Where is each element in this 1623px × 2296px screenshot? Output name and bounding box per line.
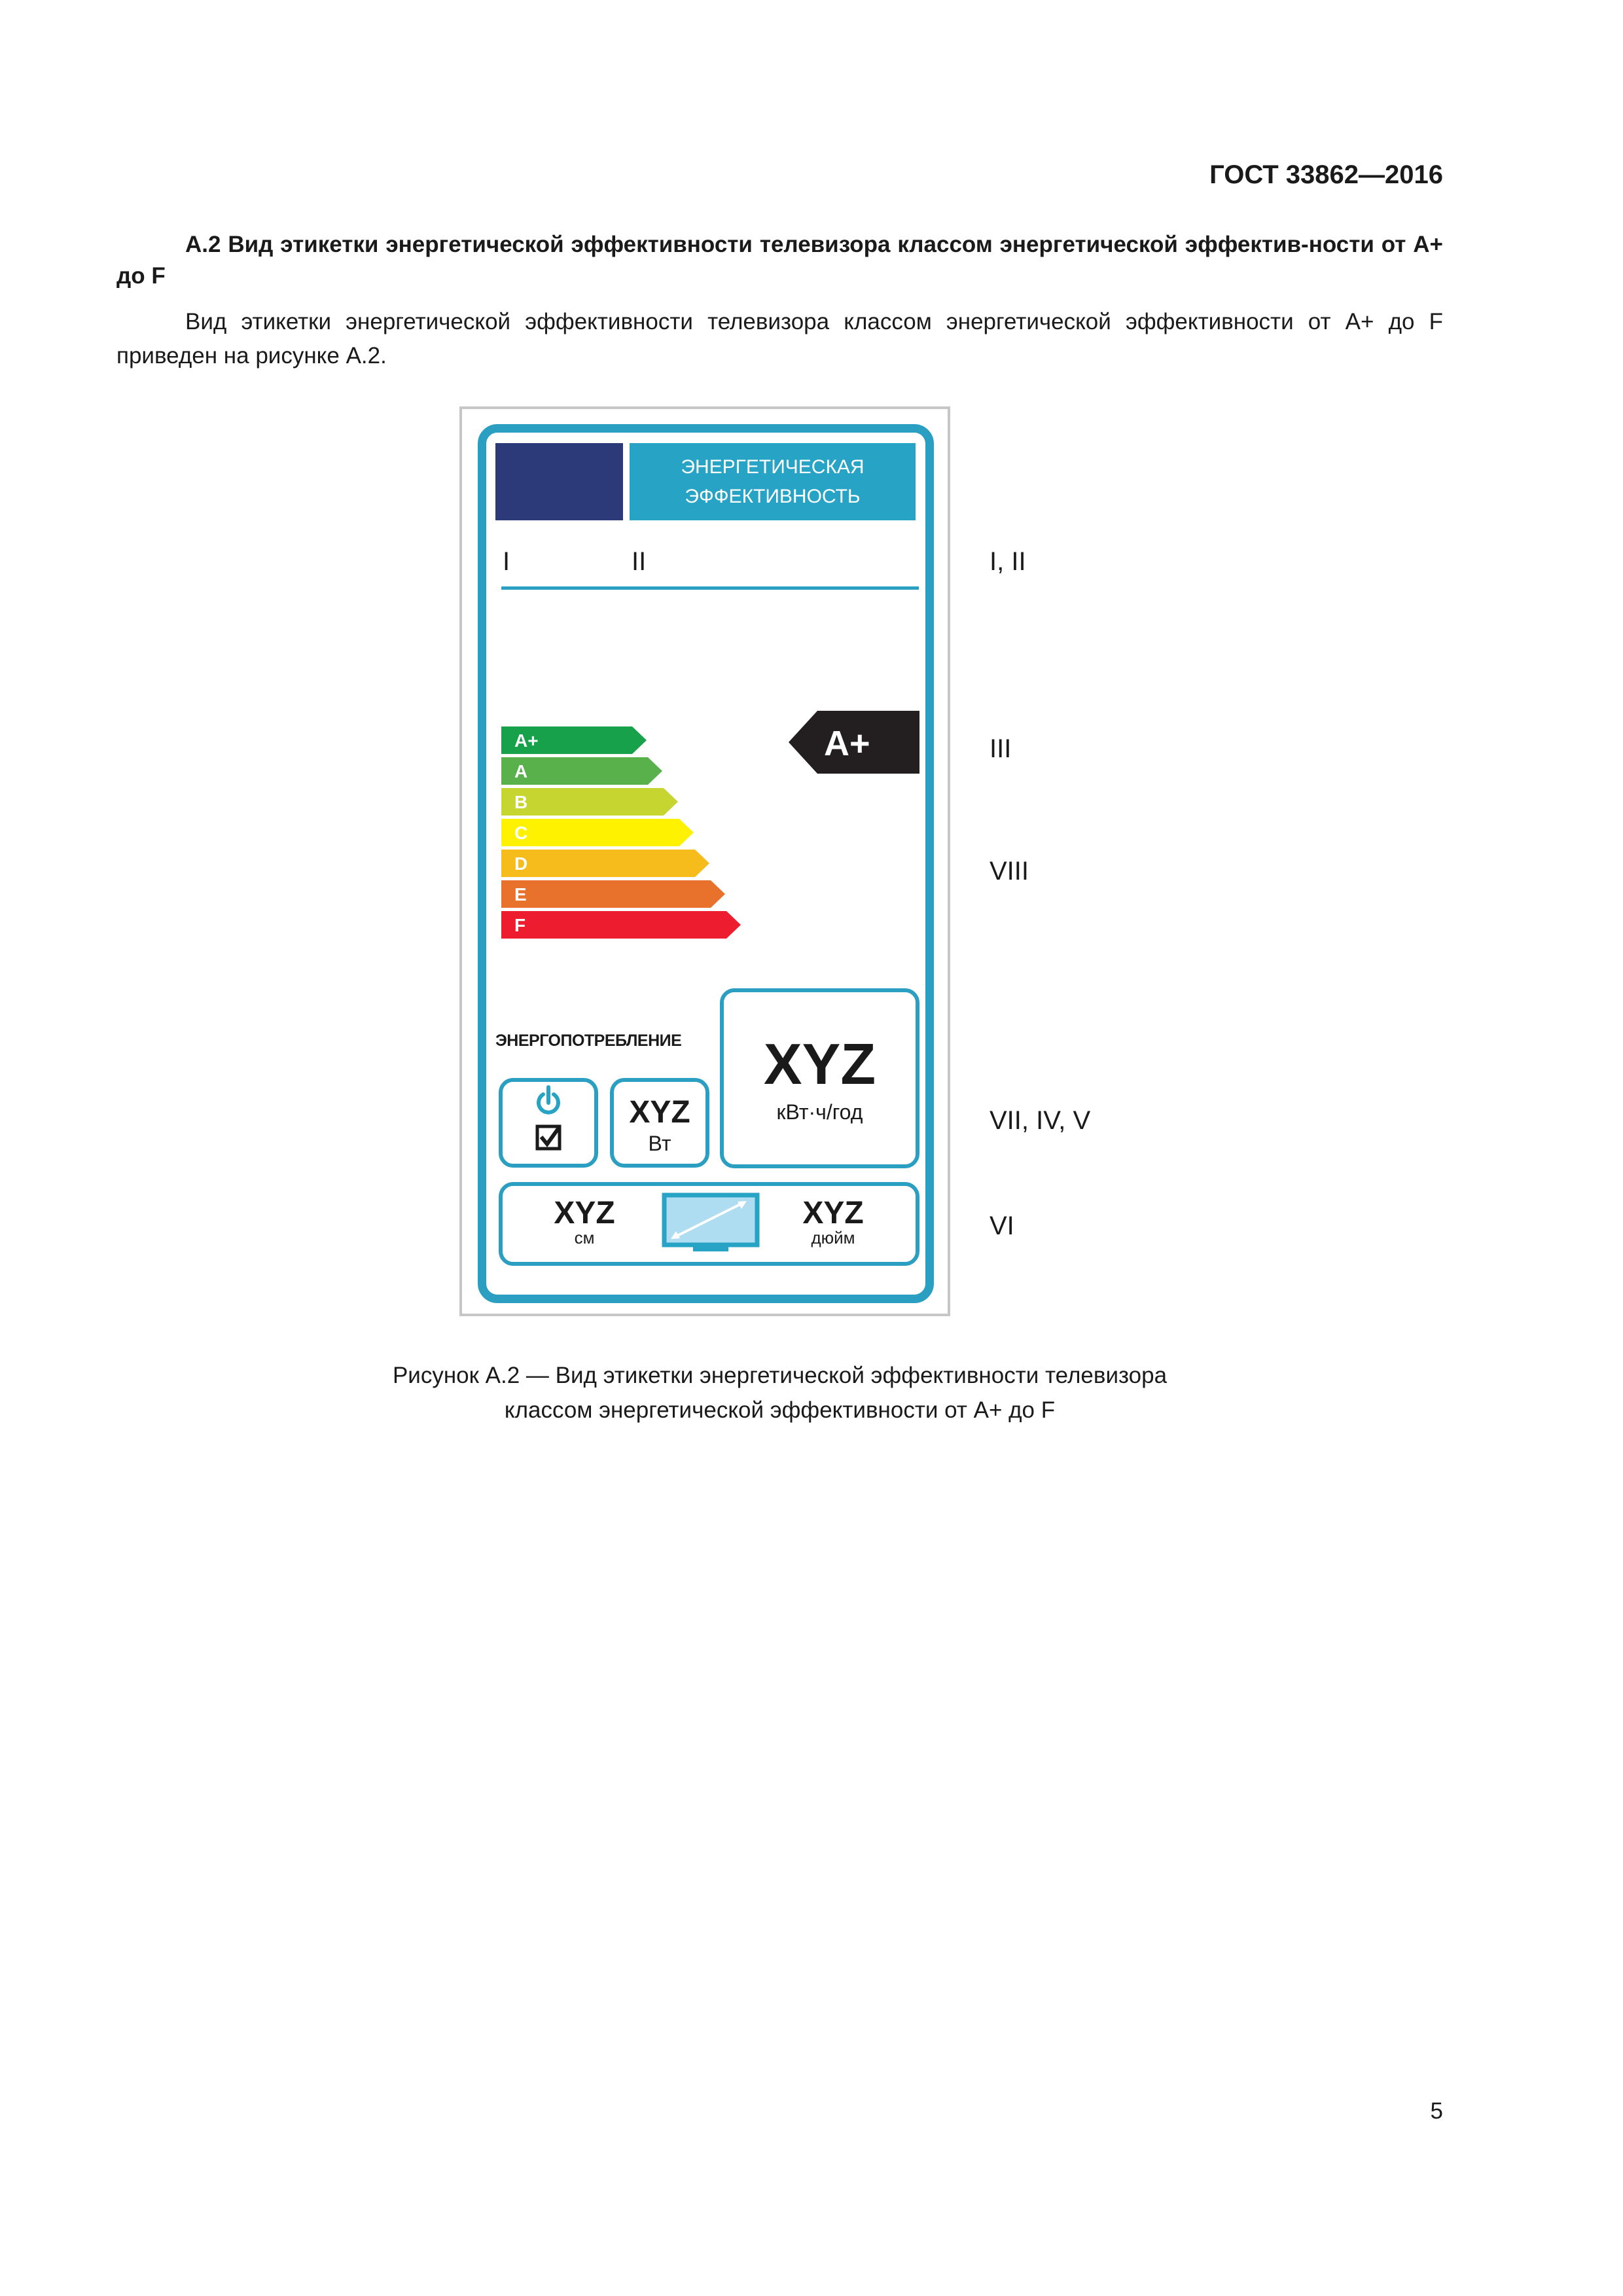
efficiency-bar-label: D [514,853,528,874]
model-mark-ii: II [632,547,647,576]
efficiency-scale [501,726,763,949]
efficiency-bar-label: B [514,792,528,812]
efficiency-bar-label: A [514,761,528,781]
screen-size-box [499,1182,919,1266]
checkbox-icon [537,1126,560,1149]
screen-size-inch [787,1198,879,1246]
screen-size-cm-value: XYZ [554,1196,615,1230]
efficiency-bar-label: C [514,823,528,843]
on-mode-power-value: XYZ [629,1095,690,1130]
label-title-line1: ЭНЕРГЕТИЧЕСКАЯ [681,456,865,478]
screen-size-inch-value: XYZ [802,1196,864,1230]
page-number: 5 [1430,2098,1443,2124]
on-mode-power-unit: Вт [648,1132,671,1155]
side-label-viii: VIII [990,857,1029,886]
side-label-vii-iv-v: VII, IV, V [990,1106,1091,1135]
side-label-i-ii: I, II [990,547,1026,576]
annual-consumption-box [720,988,919,1168]
efficiency-bar-f [501,911,741,939]
annual-consumption-value: XYZ [763,1031,876,1096]
logo-placeholder [495,443,623,520]
power-icon [539,1087,558,1113]
consumption-label: ЭНЕРГОПОТРЕБЛЕНИЕ [495,1031,682,1050]
supplier-mark-i: I [503,547,510,576]
tv-screen-icon [662,1193,760,1258]
screen-size-cm [539,1198,630,1246]
efficiency-bar-b [501,788,678,816]
side-label-vi: VI [990,1211,1014,1240]
body-paragraph: Вид этикетки энергетической эффективности телевизора классом энергетической эффективности от А+ до F приведен на рисунке А.2. [116,309,1443,368]
label-title [630,443,916,520]
side-label-iii: III [990,734,1012,763]
efficiency-bar-label: F [514,915,526,935]
figure-caption-line2: классом энергетической эффективности от А+ до F [504,1397,1056,1423]
annual-consumption-unit: кВт·ч/год [776,1100,863,1124]
efficiency-bar-d [501,850,709,877]
screen-size-inch-unit: дюйм [811,1228,855,1247]
efficiency-bar-e [501,880,725,908]
class-indicator [789,711,919,774]
section-heading: А.2 Вид этикетки энергетической эффективности телевизора классом энергетической эффектив-ности от A+ до F [116,232,1443,289]
document-id: ГОСТ 33862—2016 [1209,160,1443,189]
class-indicator-text: A+ [824,724,870,763]
efficiency-bar-c [501,819,694,846]
label-title-line2: ЭФФЕКТИВНОСТЬ [685,486,861,507]
figure-caption [116,1358,1443,1427]
standby-icons [503,1082,594,1164]
on-mode-power-box [610,1078,709,1168]
screen-size-cm-unit: см [574,1228,595,1247]
efficiency-bar-label: A+ [514,730,539,751]
efficiency-bar-label: E [514,884,527,905]
standby-box [499,1078,598,1168]
label-divider [501,586,919,590]
figure-caption-line1: Рисунок А.2 — Вид этикетки энергетической эффективности телевизора [392,1363,1168,1388]
